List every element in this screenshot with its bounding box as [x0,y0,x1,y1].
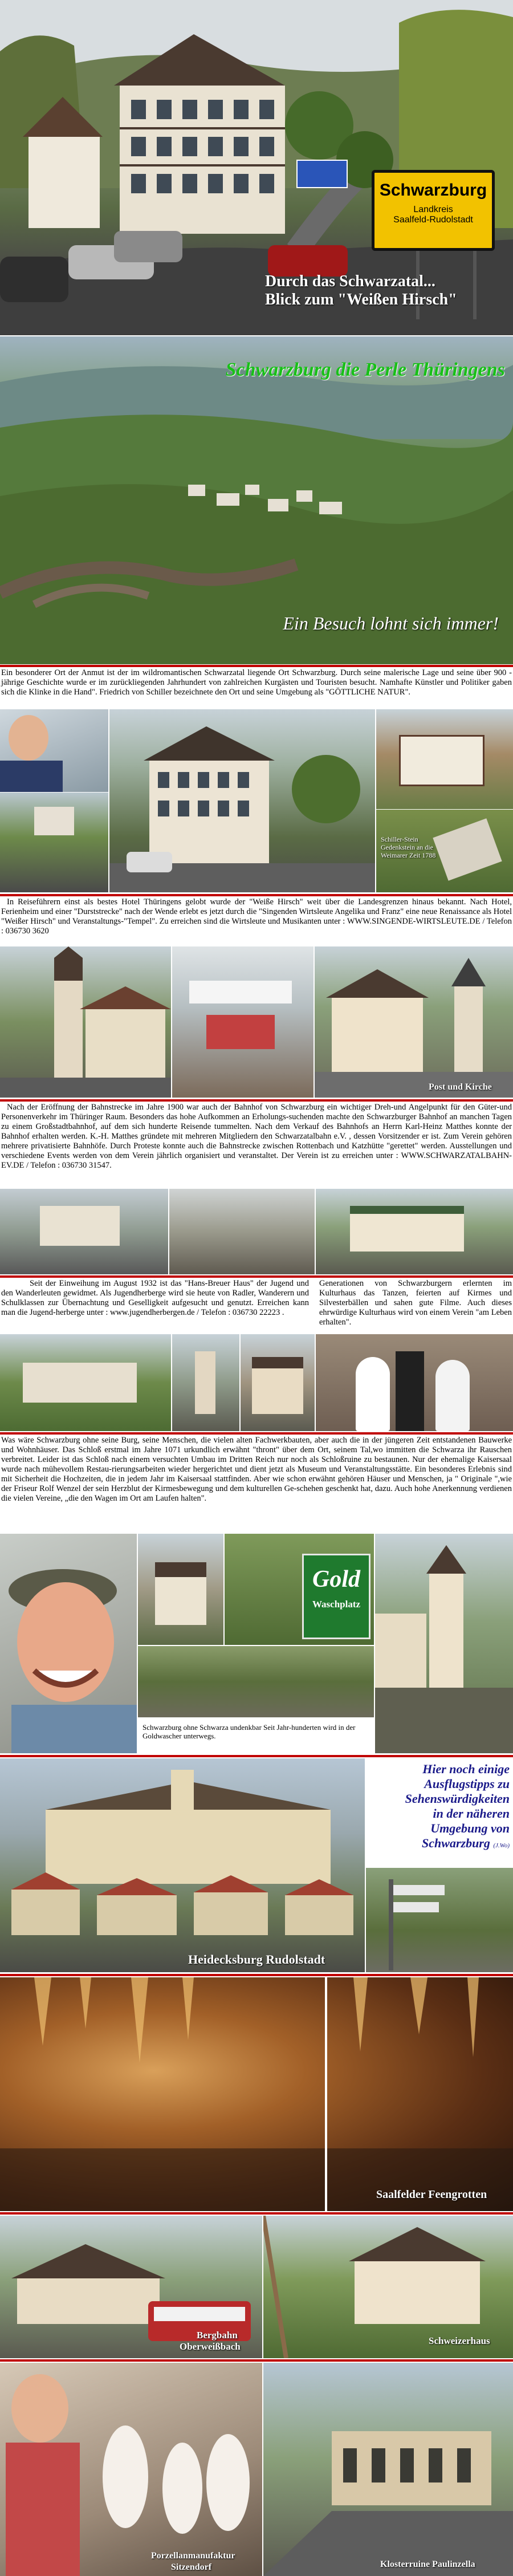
hostel-building-photo [0,1334,171,1431]
schweizerhaus-photo [263,2216,513,2358]
divider-7 [0,1974,513,1976]
intro-house-photo [0,793,108,892]
divider-5 [0,1432,513,1435]
gold-sign-photo [225,1534,374,1645]
friseur-portrait-photo [0,1534,137,1753]
porcelain-illustration [0,2363,262,2576]
kurhaus-building-photo [241,1334,315,1431]
porzellan-photo [0,2363,262,2576]
gold-caption: Schwarzburg ohne Schwarza undenkbar Seit Jahr-hunderten wird in der Goldwascher unterwegs. [142,1723,356,1740]
kloster-photo [263,2363,513,2576]
church-tower-illustration [0,946,171,1098]
railway-station-photo [0,1189,168,1274]
hotel-illustration [109,709,375,892]
tips-box [366,1758,513,1867]
hotel-tower-photo [0,946,171,1098]
tips-line2: Ausflugstipps zu [424,1777,510,1791]
divider-3 [0,1099,513,1102]
bergbahn-caption-1: Bergbahn [197,2330,238,2341]
hotel-photo-caption: Post und Kirche [429,1082,492,1092]
kloster-illustration [263,2363,513,2576]
kloster-caption: Klosterruine Paulinzella [380,2559,475,2569]
divider-4 [0,1275,513,1278]
porzellan-caption-1: Porzellanmanufaktur [151,2551,235,2561]
intro-text: Ein besonderer Ort der Anmut ist der im wildromantischen Schwarzatal liegende Ort Schwarzburg. Durch seine malerische Lage und seine über 900 -jährige Geschichte wurde er im zurückliegenden Jahrhundert von zahlreichen Kurgästen und Touristen besucht. Namhafte Künstler und Politiker gaben sich die Klinke in die Hand". Friedrich von Schiller bezeichnete den Ort und seine Umgebung als "GÖTTLICHE NATUR". [1,668,512,697]
tips-line4: in der näheren [433,1806,510,1821]
intro-plaque-photo [376,810,513,892]
railway-depot-photo [316,1189,513,1274]
hotel-market-photo [172,946,314,1098]
panorama-title: Schwarzburg die Perle Thüringens [225,359,505,380]
intro-portrait-photo [0,709,108,792]
hotel-post-photo [315,946,513,1098]
people-text: Was wäre Schwarzburg ohne seine Burg, seine Menschen, die vielen alten Fachwerkbauten, aber auch die in der jüngeren Zeit entstandenen Bauwerke und Wohnhäuser. Das Schloß erstmal im Jahre 1071 urkundlich erwähnt "thront" über dem Ort, seinem Tal,wo immitten die Schwarza ihr Rauschen verbreitet. Leider ist das Schloß nach einem versuchten Umbau im Dritten Reich nur noch als Schloßruine zu bestaunen. Nur der ehemalige Kaisersaal wurde nach mühevollem Restau-rierungsarbeiten wieder hergerichtet und dient jetzt als Museum und Veranstaltungsstätte. Ein besonderes Erlebnis sind mit Sicherheit die Hochzeiten, die in jedem Jahr im Kaisersaal stattfinden. Aber wie schon erwähnt gehören Häuser und Menschen, ja " Originale ",wie der Friseur Rolf Wenzel der sein Herzblut der Kirmesbewegung und dem kulturellen Ge-schehen geschenkt hat, dazu. Auch hohe Anerkennung verdienen die vielen Vereine, „die den Wagen im Ort am Laufen halten". [1,1436,512,1503]
divider-9 [0,2359,513,2362]
town-sign-district-2: Saalfeld-Rudolstadt [393,215,473,225]
hostel-text: Seit der Einweihung im August 1932 ist das "Hans-Breuer Haus" der Jugend und den Wanderleuten gewidmet. Als Jugendherberge wird sie heute von Radler, Wanderern und Schulklassen zur Übernachtung und Geselligkeit aufgesucht und genutzt. Erreichen kann man die Jugend-herberge unter : www.jugendherbergen.de / Telefon : 036730 22223 . [1,1279,309,1317]
divider-1 [0,665,513,667]
village-scene-illustration [0,0,513,335]
tips-small: (J.Wo) [493,1842,510,1849]
divider-2 [0,894,513,896]
man-portrait-illustration [0,1534,137,1753]
tips-line5: Umgebung von [430,1821,510,1835]
town-sign-name: Schwarzburg [379,181,487,200]
palace-illustration [0,1758,365,1972]
bergbahn-photo [0,2216,262,2358]
heidecksburg-photo [0,1758,365,1972]
tips-line1: Hier noch einige [422,1762,510,1776]
gold-washers-photo [138,1646,374,1717]
panorama-tagline: Ein Besuch lohnt sich immer! [283,613,499,633]
intro-plaque-caption: Schiller-Stein Gedenkstein an die Weimarer Zeit 1788 [381,835,436,859]
tower-house-photo [375,1534,513,1753]
intro-hotel-photo [109,709,375,892]
porzellan-caption-2: Sitzendorf [171,2562,212,2572]
gold-sign-bottom: Waschplatz [312,1599,361,1610]
town-sign-district-1: Landkreis [413,205,453,214]
wedding-photo [316,1334,513,1431]
gold-sign [302,1554,370,1639]
header-photo [0,0,513,335]
header-caption-line2: Blick zum "Weißen Hirsch" [265,291,457,308]
divider-8 [0,2212,513,2215]
header-caption-line1: Durch das Schwarzatal... [265,273,435,290]
railway-text: Nach der Eröffnung der Bahnstrecke im Jahre 1900 war auch der Bahnhof von Schwarzburg ein wichtiger Dreh-und Angelpunkt für den Güter-und Personenverkehr im Thüringer Raum. Besonders das hohe Aufkommen an Erholungs-suchenden machte den Schwarzburger Bahnhof an manchen Tagen zu einem Großstadtbahnhof, auf dem sich hunderte Reisende tummelten. Nach dem Verkauf des Bahnhofs an Herrn Karl-Heinz Matthes konnte der Bahnhof erhalten werden. K.-H. Matthes gründete mit mehreren Mitgliedern den Schwarzatalbahn e.V. , dessen Vorsitzender er ist. Zum Verein gehören mehrere privatisierte Bahnhöfe. Durch Proteste konnte auch die Bahnstrecke zwischen Rottenbach und Katzhütte "gerettet" werden. Ausstellungen und verschiedene Events werden von dem Verein jährlich organisiert und veranstaltet. Der Verein ist zu erreichen unter : WWW.SCHWARZATALBAHN-EV.DE / Telefon : 036730 31547. [1,1103,512,1170]
railway-crowd-photo [169,1189,315,1274]
feengrotten-caption: Saalfelder Feengrotten [376,2188,487,2201]
signpost-photo [366,1868,513,1972]
hostel-church-photo [172,1334,239,1431]
villa-photo [138,1534,223,1645]
bergbahn-caption-2: Oberweißbach [180,2341,241,2352]
divider-6 [0,1755,513,1757]
post-church-illustration [315,946,513,1098]
blue-info-sign [296,160,348,188]
town-sign [372,170,495,251]
intro-timber-house-photo [376,709,513,809]
grotto-illustration [0,1977,513,2211]
tips-line3: Sehenswürdigkeiten [405,1791,510,1806]
tips-line6-text: Schwarzburg [422,1836,490,1850]
tips-line6 [366,1836,510,1853]
feengrotten-photo [0,1977,513,2211]
hotel-text: In Reiseführern einst als bestes Hotel Thüringens gelobt wurde der "Weiße Hirsch" weit über die Landesgrenzen hinaus bekannt. Nach Hotel, Ferienheim und einer "Durststrecke" nach der Wende erlebt es jetzt durch die "Singenden Wirtsleute Angelika und Franz" eine neue Renaissance als Hotel "Weißer Hirsch" und Veranstaltungs-"Tempel". Zu erreichen sind die Wirtsleute und Musikanten unter : WWW.SINGENDE-WIRTSLEUTE.DE / Telefon : 036730 3620 [1,897,512,936]
panorama-photo [0,336,513,664]
gold-sign-top: Gold [312,1566,360,1592]
kurhaus-text: Generationen von Schwarzburgern erlernten im Kulturhaus das Tanzen, feierten auf Kirmes und Silvesterbällen und sahen gute Filme. Auch dieses ehrwürdige Kulturhaus wird von einem Verein "am Leben erhalten". [319,1279,512,1327]
heidecksburg-caption: Heidecksburg Rudolstadt [188,1952,325,1966]
tower-house-illustration [375,1534,513,1753]
schweizerhaus-caption: Schweizerhaus [429,2335,490,2346]
